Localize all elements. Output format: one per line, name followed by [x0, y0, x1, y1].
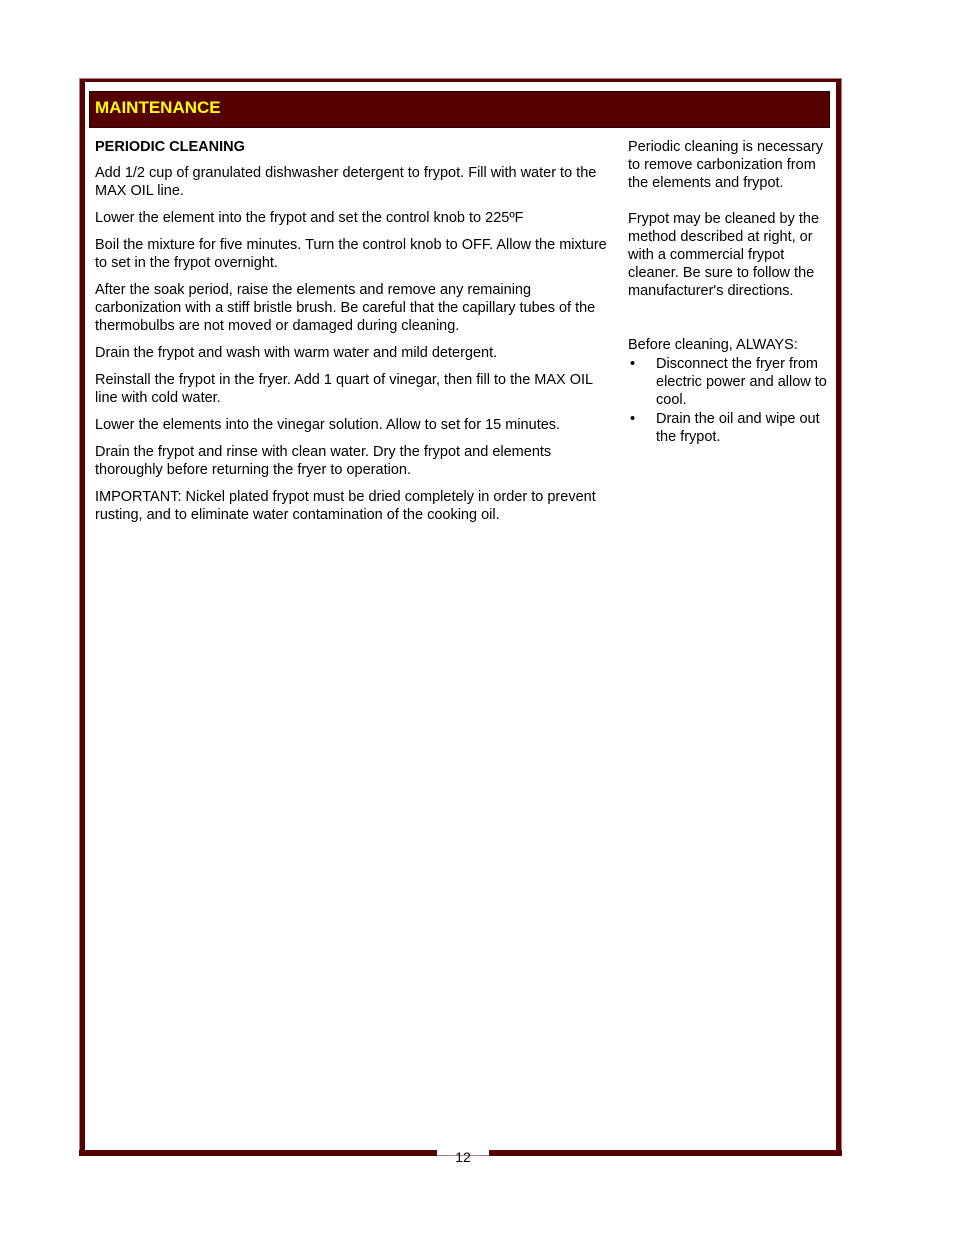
main-column — [95, 138, 615, 533]
subsection-heading: PERIODIC CLEANING — [95, 139, 245, 155]
caution-list-item: • Disconnect the fryer from electric power and allow to cool. — [628, 355, 828, 409]
important-note: IMPORTANT: Nickel plated frypot must be dried completely in order to prevent rusting, and to eliminate water contamination of the cooking oil. — [95, 489, 596, 523]
instruction-paragraph: Drain the frypot and rinse with clean water. Dry the frypot and elements thoroughly before returning the fryer to operation. — [95, 444, 552, 478]
section-header-bar — [89, 91, 830, 128]
caution-list-item: • Drain the oil and wipe out the frypot. — [628, 410, 828, 446]
side-note-purpose: Periodic cleaning is necessary to remove carbonization from the elements and frypot. — [628, 139, 824, 191]
section-title: MAINTENANCE — [95, 98, 221, 117]
side-notes-column — [628, 138, 828, 446]
side-note-caution: Before cleaning, ALWAYS: — [628, 337, 798, 353]
instruction-paragraph: Lower the elements into the vinegar solution. Allow to set for 15 minutes. — [95, 417, 561, 433]
frame-bottom-left — [79, 1150, 437, 1156]
caution-list — [628, 355, 828, 446]
page-number: 12 — [455, 1149, 471, 1165]
instruction-paragraph: Boil the mixture for five minutes. Turn the control knob to OFF. Allow the mixture to set in the frypot overnight. — [95, 237, 607, 271]
instruction-paragraph: After the soak period, raise the elements and remove any remaining carbonization with a stiff bristle brush. Be careful that the capillary tubes of the thermobulbs are not moved or damaged during cleaning. — [95, 282, 596, 334]
instruction-paragraph: Lower the element into the frypot and set the control knob to 225ºF — [95, 210, 524, 226]
instruction-paragraph: Reinstall the frypot in the fryer. Add 1 quart of vinegar, then fill to the MAX OIL line with cold water. — [95, 372, 593, 406]
instruction-paragraph: Drain the frypot and wash with warm water and mild detergent. — [95, 345, 498, 361]
frame-bottom-right — [489, 1150, 842, 1156]
instruction-paragraph: Add 1/2 cup of granulated dishwasher detergent to frypot. Fill with water to the MAX OIL line. — [95, 165, 597, 199]
side-note-method: Frypot may be cleaned by the method described at right, or with a commercial frypot cleaner. Be sure to follow the manufacturer's directions. — [628, 211, 820, 299]
